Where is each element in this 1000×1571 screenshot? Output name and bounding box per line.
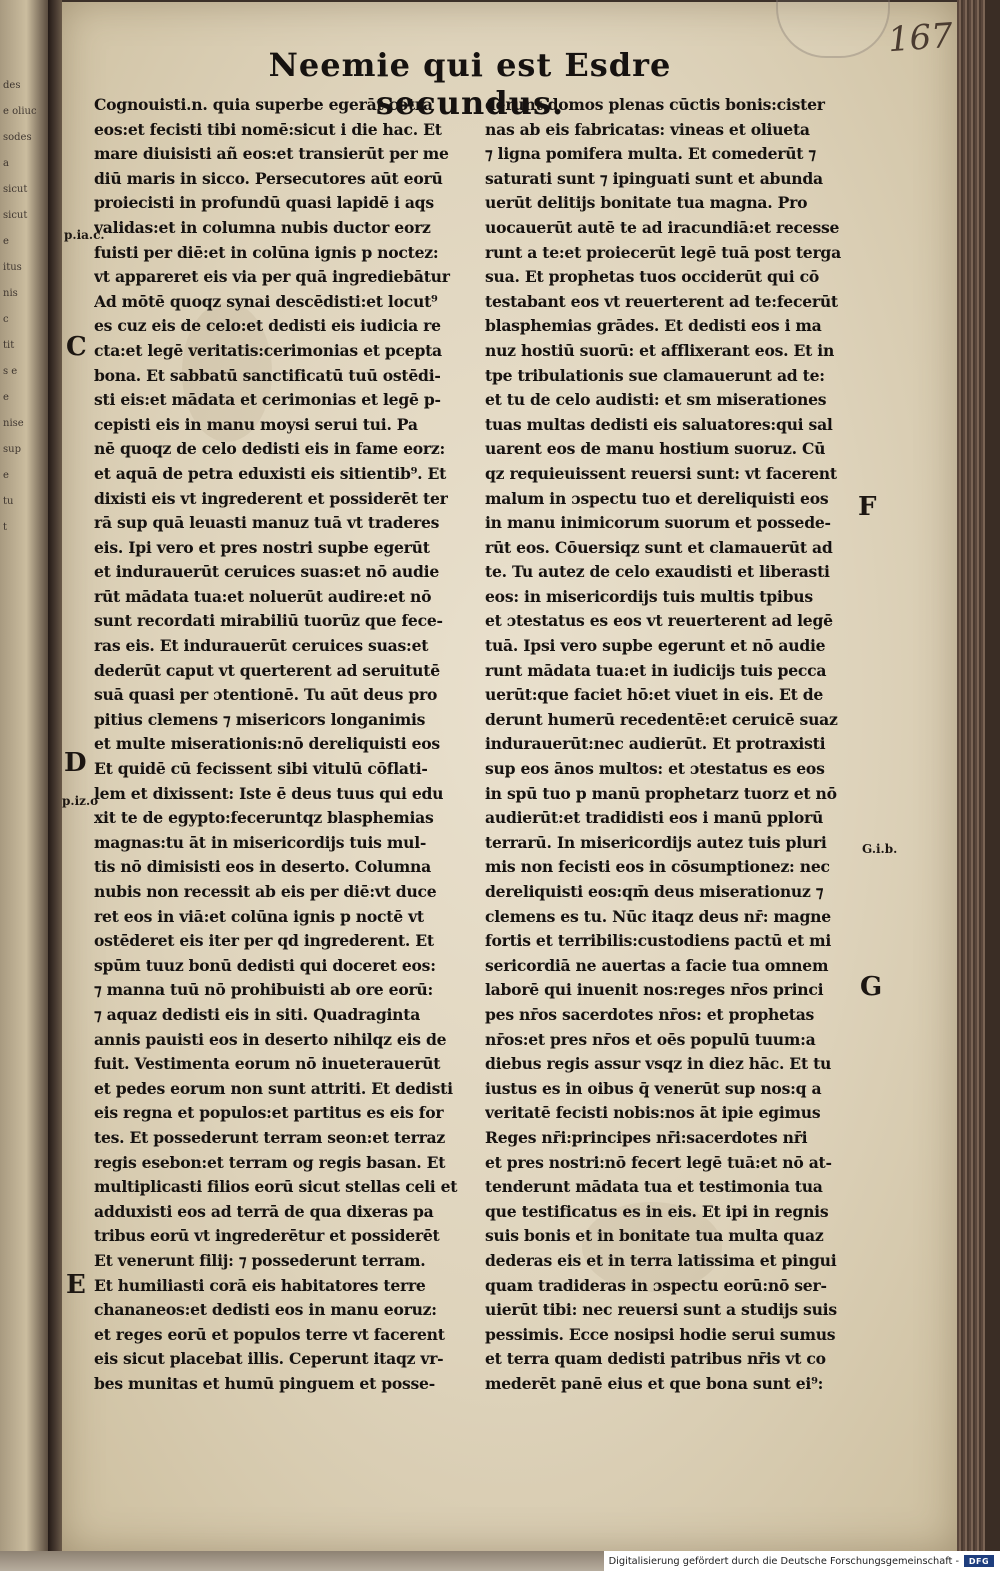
text-line: eos:et fecisti tibi nomē:sicut i die hac. Et: [94, 119, 442, 139]
text-line: pessimis. Ecce nosipsi hodie serui sumus: [485, 1324, 836, 1344]
text-line: fuit. Vestimenta eorum nō inueterauerūt: [94, 1054, 441, 1074]
text-line: tuas multas dedisti eis saluatores:qui sal: [485, 414, 833, 434]
text-line: regis esebon:et terram og regis basan. Et: [94, 1152, 446, 1172]
text-line: Et venerunt filij: ⁊ possederunt terram.: [94, 1250, 426, 1270]
text-line: clemens es tu. Nūc itaqz deus nr̄: magne: [485, 906, 831, 926]
text-line: eos: in misericordijs tuis multis tpibus: [485, 586, 813, 606]
text-line: tenderunt mādata tua et testimonia tua: [485, 1177, 823, 1197]
previous-page-fragment: nis: [3, 288, 18, 299]
text-line: audierūt:et tradidisti eos i manū pplorū: [485, 808, 824, 828]
text-line: et indurauerūt ceruices suas:et nō audie: [94, 562, 440, 582]
text-line: mare diuisisti añ eos:et transierūt per me: [94, 144, 449, 164]
text-line: et reges eorū et populos terre vt facerent: [94, 1324, 445, 1344]
text-line: eis. Ipi vero et pres nostri supbe egerūt: [94, 537, 430, 557]
previous-page-fragment: s e: [3, 366, 18, 377]
text-line: et tu de celo audisti: et sm miserationes: [485, 390, 827, 410]
text-line: saturati sunt ⁊ ipinguati sunt et abunda: [485, 168, 823, 188]
text-line: te. Tu autez de celo exaudisti et liberasti: [485, 562, 830, 582]
previous-page-fragment: c: [3, 314, 9, 325]
previous-page-fragment: des: [3, 80, 21, 91]
text-line: cta:et legē veritatis:cerimonias et pcepta: [94, 340, 442, 360]
text-line: diebus regis assur vsqz in diez hāc. Et tu: [485, 1054, 832, 1074]
text-line: tuā. Ipsi vero supbe egerunt et nō audie: [485, 636, 826, 656]
text-line: testabant eos vt reuerterent ad te:fecerūt: [485, 291, 838, 311]
margin-section-letter: F: [858, 492, 877, 522]
text-line: xit te de egypto:feceruntqz blasphemias: [94, 808, 434, 828]
previous-page-fragment: nise: [3, 418, 24, 429]
text-line: proiecisti in profundū quasi lapidē i aqs: [94, 193, 434, 213]
text-line: mederēt panē eius et que bona sunt ei⁹:: [485, 1373, 824, 1393]
text-line: iustus es in oibus q̄ venerūt sup nos:q a: [485, 1078, 822, 1098]
text-line: blasphemias grādes. Et dedisti eos i ma: [485, 316, 822, 336]
text-line: sti eis:et mādata et cerimonias et legē p-: [94, 390, 441, 410]
text-line: rūt eos. Cōuersiqz sunt et clamauerūt ad: [485, 537, 833, 557]
text-line: ret eos in viā:et colūna ignis p noctē vt: [94, 906, 424, 926]
text-line: malum in ɔspectu tuo et dereliquisti eos: [485, 488, 829, 508]
text-line: derunt humerū recedentē:et ceruicē suaz: [485, 709, 838, 729]
text-line: uerūt:que faciet hō:et viuet in eis. Et de: [485, 685, 824, 705]
text-line: in manu inimicorum suorum et possede-: [485, 513, 831, 533]
text-line: lem et dixissent: Iste ē deus tuus qui edu: [94, 783, 444, 803]
text-line: uierūt tibi: nec reuersi sunt a studijs suis: [485, 1300, 837, 1320]
text-line: fortis et terribilis:custodiens pactū et mi: [485, 931, 832, 951]
text-line: pes nr̄os sacerdotes nr̄os: et prophetas: [485, 1004, 815, 1024]
dfg-banner: [604, 1551, 1000, 1571]
previous-page-fragment: sodes: [3, 132, 32, 143]
text-line: Ad mōtē quoqz synai descēdisti:et locut⁹: [94, 291, 438, 311]
text-line: pitius clemens ⁊ misericors longanimis: [94, 709, 426, 729]
text-line: ⁊ ligna pomifera multa. Et comederūt ⁊: [485, 144, 816, 164]
right-text-column: [485, 93, 867, 1396]
book-gutter: [48, 0, 62, 1571]
running-head: Neemie qui est Esdre secundus.: [268, 46, 672, 122]
text-line: nas ab eis fabricatas: vineas et oliueta: [485, 119, 810, 139]
previous-page-fragment: t: [3, 522, 8, 533]
text-line: runt mādata tua:et in iudicijs tuis pecca: [485, 660, 827, 680]
text-line: qz requieuissent reuersi sunt: vt facerent: [485, 463, 837, 483]
text-line: dereliquisti eos:qm̄ deus miserationuz ⁊: [485, 882, 824, 901]
text-line: bes munitas et humū pinguem et posse-: [94, 1373, 435, 1393]
text-line: chananeos:et dedisti eos in manu eoruz:: [94, 1300, 437, 1320]
text-line: veritatē fecisti nobis:nos āt ipie egimus: [485, 1103, 821, 1123]
text-line: tis nō dimisisti eos in deserto. Columna: [94, 857, 431, 877]
banner-text: Digitalisierung gefördert durch die Deutsche Forschungsgemeinschaft -: [608, 1555, 959, 1567]
previous-page-fragment: e: [3, 392, 9, 403]
text-line: Et quidē cū fecissent sibi vitulū cōflati-: [94, 759, 428, 779]
text-line: in spū tuo p manū prophetarz tuorz et nō: [485, 783, 837, 803]
text-line: tes. Et possederunt terram seon:et terraz: [94, 1127, 446, 1147]
text-line: uocauerūt autē te ad iracundiā:et recesse: [485, 217, 840, 237]
text-line: Cognouisti.n. quia superbe egerāt cōtra: [94, 95, 433, 114]
text-line: et ɔtestatus es eos vt reuerterent ad legē: [485, 611, 833, 631]
text-line: ⁊ aquaz dedisti eis in siti. Quadraginta: [94, 1004, 421, 1024]
text-line: tribus eorū vt ingrederētur et possiderēt: [94, 1226, 440, 1246]
text-line: dixisti eis vt ingrederent et possiderēt ter: [94, 488, 448, 508]
text-line: bona. Et sabbatū sanctificatū tuū ostēdi-: [94, 365, 441, 385]
text-line: vt appareret eis via per quā ingrediebātur: [94, 267, 450, 287]
text-line: uerūt delitijs bonitate tua magna. Pro: [485, 193, 808, 213]
margin-note: p.iz.o: [62, 794, 99, 808]
text-line: tpe tribulationis sue clamauerunt ad te:: [485, 365, 825, 385]
previous-page-fragment: sicut: [3, 184, 28, 195]
text-line: et multe miserationis:nō dereliquisti eos: [94, 734, 440, 754]
folio-number: 167: [886, 15, 955, 61]
text-line: Et humiliasti corā eis habitatores terre: [94, 1275, 426, 1295]
margin-section-letter: D: [64, 748, 87, 778]
previous-page-fragment: e: [3, 236, 9, 247]
text-line: es cuz eis de celo:et dedisti eis iudicia re: [94, 316, 441, 336]
text-line: nē quoqz de celo dedisti eis in fame eorz:: [94, 439, 445, 459]
text-line: et aquā de petra eduxisti eis sitientib⁹. Et: [94, 463, 447, 483]
text-line: et pedes eorum non sunt attriti. Et dedisti: [94, 1078, 453, 1098]
text-line: cepisti eis in manu moysi serui tui. Pa: [94, 414, 418, 434]
text-line: derunt domos plenas cūctis bonis:cister: [485, 95, 825, 114]
text-line: annis pauisti eos in deserto nihilqz eis de: [94, 1029, 447, 1049]
text-line: quam tradideras in ɔspectu eorū:nō ser-: [485, 1275, 827, 1295]
text-line: fuisti per diē:et in colūna ignis p noctez:: [94, 242, 439, 262]
text-line: sup eos ānos multos: et ɔtestatus es eos: [485, 759, 825, 779]
previous-page-fragment: tu: [3, 496, 14, 507]
text-line: suā quasi per ɔtentionē. Tu aūt deus pro: [94, 685, 438, 705]
text-line: diū maris in sicco. Persecutores aūt eorū: [94, 168, 443, 188]
previous-page-fragment: a: [3, 158, 9, 169]
text-line: indurauerūt:nec audierūt. Et protraxisti: [485, 734, 826, 754]
previous-page-fragment: e: [3, 470, 9, 481]
text-line: nuz hostiū suorū: et afflixerant eos. Et in: [485, 340, 835, 360]
text-line: eis sicut placebat illis. Ceperunt itaqz vr-: [94, 1349, 444, 1369]
text-line: ras eis. Et indurauerūt ceruices suas:et: [94, 636, 429, 656]
text-line: sua. Et prophetas tuos occiderūt qui cō: [485, 267, 820, 287]
left-text-column: [94, 93, 477, 1396]
text-line: et terra quam dedisti patribus nr̄is vt co: [485, 1349, 826, 1369]
book-cover-edge: [985, 0, 1000, 1571]
previous-page-fragment: itus: [3, 262, 22, 273]
text-line: suis bonis et in bonitate tua multa quaz: [485, 1226, 824, 1246]
previous-page-fragment: tit: [3, 340, 15, 351]
text-line: magnas:tu āt in misericordijs tuis mul-: [94, 832, 427, 852]
margin-note: p.ia.c.: [64, 228, 105, 242]
previous-page-fragment: sup: [3, 444, 21, 455]
text-line: spūm tuuz bonū dedisti qui doceret eos:: [94, 955, 436, 975]
previous-page-edge: [0, 0, 48, 1571]
text-line: adduxisti eos ad terrā de qua dixeras pa: [94, 1201, 434, 1221]
dfg-logo: DFG: [964, 1555, 994, 1567]
text-line: rūt mādata tua:et noluerūt audire:et nō: [94, 586, 432, 606]
text-line: eis regna et populos:et partitus es eis for: [94, 1103, 444, 1123]
text-line: dederūt caput vt querterent ad seruitutē: [94, 660, 440, 680]
margin-section-letter: G: [860, 972, 883, 1002]
margin-note: G.i.b.: [862, 842, 898, 856]
text-line: rā sup quā leuasti manuz tuā vt traderes: [94, 513, 440, 533]
text-line: mis non fecisti eos in cōsumptionez: nec: [485, 857, 830, 877]
text-line: dederas eis et in terra latissima et pingui: [485, 1250, 837, 1270]
margin-section-letter: E: [66, 1270, 86, 1300]
text-line: Reges nr̄i:principes nr̄i:sacerdotes nr̄i: [485, 1127, 808, 1147]
text-line: uarent eos de manu hostium suoruz. Cū: [485, 439, 826, 459]
previous-page-fragment: e oliuc: [3, 106, 37, 117]
text-line: ⁊ manna tuū nō prohibuisti ab ore eorū:: [94, 980, 434, 1000]
text-line: et pres nostri:nō fecert legē tuā:et nō at-: [485, 1152, 832, 1172]
text-line: terrarū. In misericordijs autez tuis pluri: [485, 832, 827, 852]
text-line: runt a te:et proiecerūt legē tuā post terga: [485, 242, 841, 262]
text-line: ostēderet eis iter per qd ingrederent. Et: [94, 931, 434, 951]
text-line: multiplicasti filios eorū sicut stellas celi et: [94, 1177, 458, 1197]
text-line: laborē qui inuenit nos:reges nr̄os princi: [485, 980, 824, 1000]
margin-section-letter: C: [66, 332, 87, 362]
text-line: nubis non recessit ab eis per diē:vt duce: [94, 882, 437, 901]
text-line: nr̄os:et pres nr̄os et oēs populū tuum:a: [485, 1029, 816, 1049]
text-line: sericordiā ne auertas a facie tua omnem: [485, 955, 829, 975]
text-line: validas:et in columna nubis ductor eorz: [94, 217, 431, 237]
text-line: que testificatus es in eis. Et ipi in regnis: [485, 1201, 829, 1221]
previous-page-fragment: sicut: [3, 210, 28, 221]
text-line: sunt recordati mirabiliū tuorūz que fece-: [94, 611, 443, 631]
